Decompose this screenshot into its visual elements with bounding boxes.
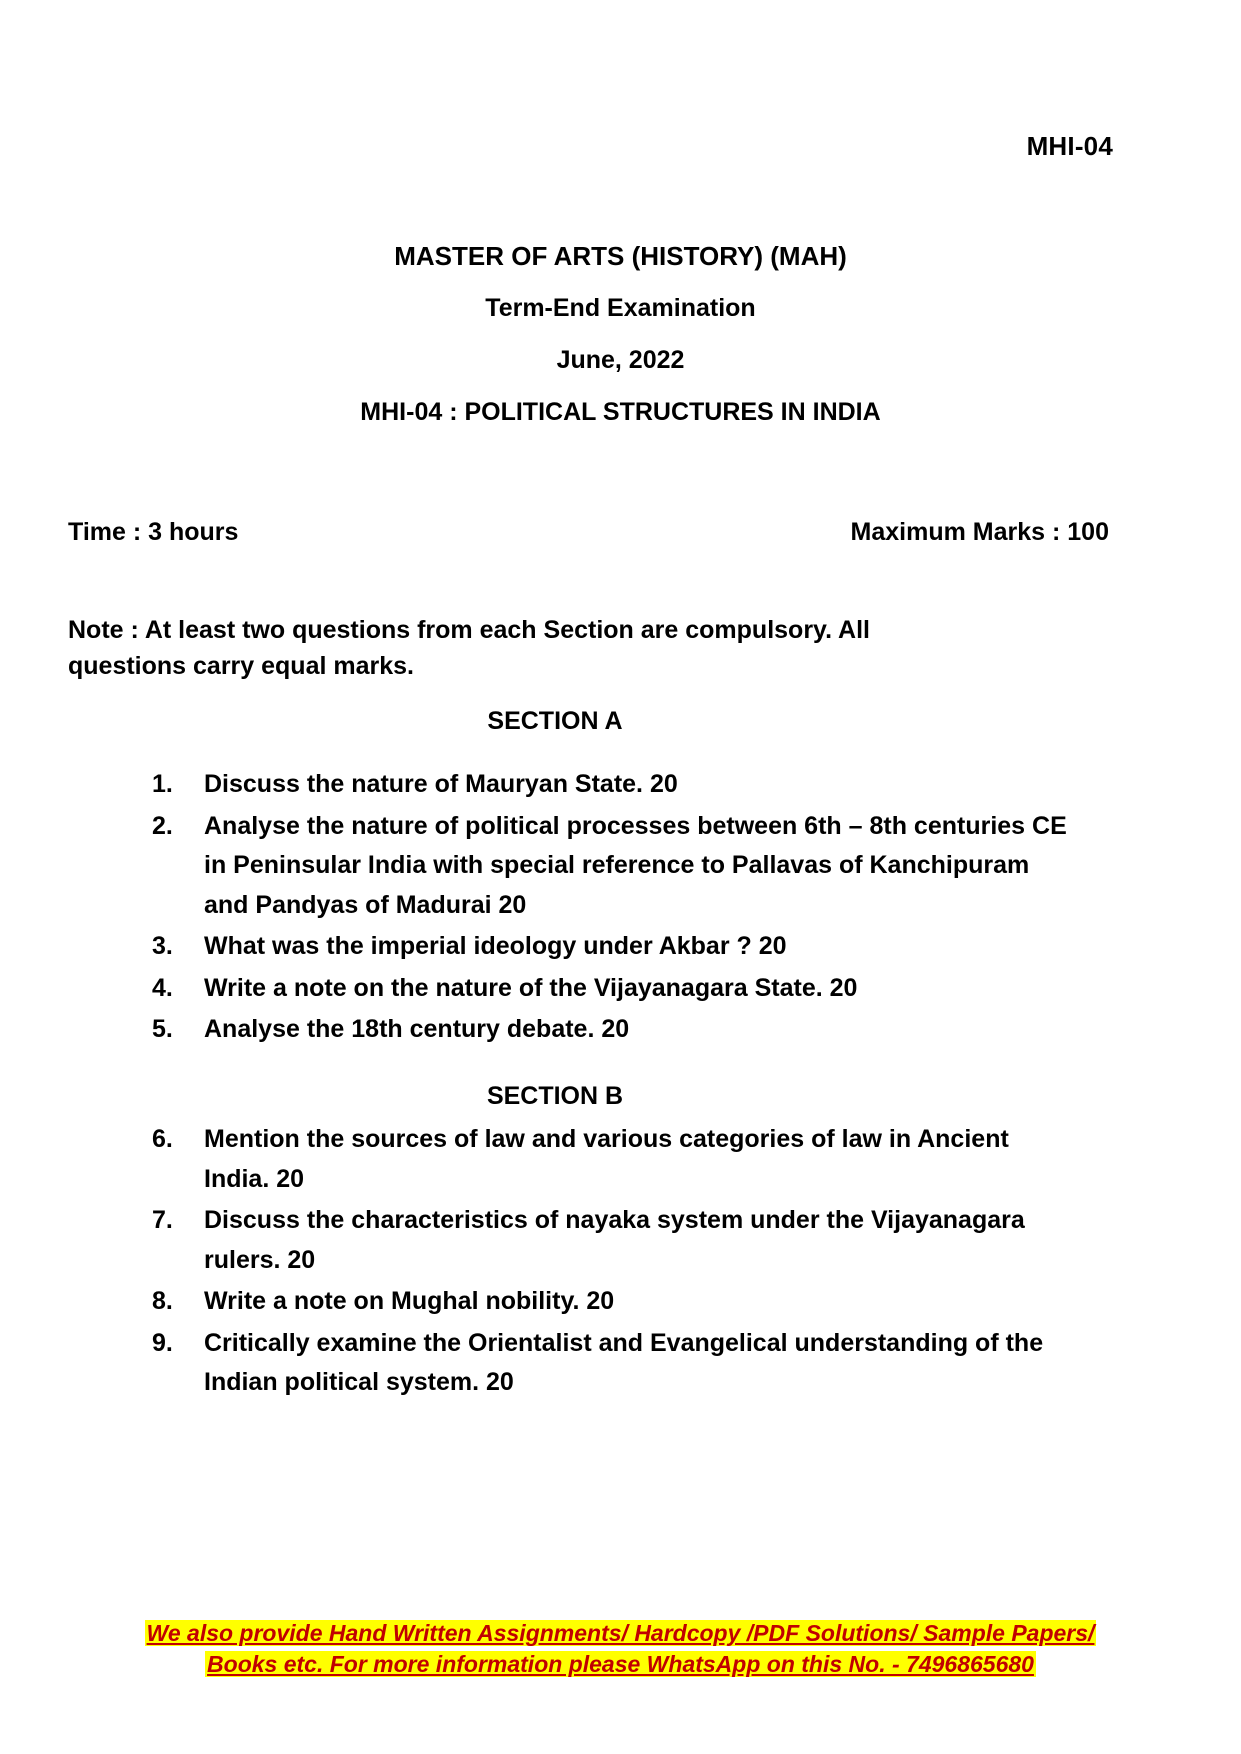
section-a-question-list [152, 765, 1072, 1052]
list-item [152, 1010, 1072, 1050]
footer-line-2 [0, 1649, 1241, 1680]
footer-line-2-text: Books etc. For more information please WhatsApp on this No. - 7496865680 [207, 1651, 1034, 1678]
list-item [152, 969, 1072, 1009]
list-item [152, 1324, 1072, 1403]
section-b-question-list [152, 1120, 1072, 1405]
promotional-footer-banner [0, 1618, 1241, 1680]
footer-line-1-text: We also provide Hand Written Assignments/ Hardcopy /PDF Solutions/ Sample Papers/ [146, 1620, 1095, 1646]
instructions-note: Note : At least two questions from each Section are compulsory. All questions carry equal marks. [68, 616, 871, 680]
question-text: Write a note on the nature of the Vijayanagara State. 20 [204, 973, 858, 1002]
list-item [152, 1120, 1072, 1199]
section-a-heading: SECTION A [487, 707, 623, 735]
question-number: 4. [152, 973, 173, 1002]
question-number: 9. [152, 1328, 173, 1357]
course-code: MHI-04 [1026, 131, 1113, 161]
paper-title: MHI-04 : POLITICAL STRUCTURES IN INDIA [360, 398, 881, 426]
list-item [152, 1282, 1072, 1322]
question-number: 1. [152, 770, 173, 798]
question-number: 2. [152, 811, 173, 840]
question-text: What was the imperial ideology under Akbar ? 20 [204, 932, 787, 960]
question-text: Discuss the characteristics of nayaka system under the Vijayanagara rulers. 20 [204, 1206, 1025, 1274]
exam-type: Term-End Examination [485, 294, 756, 322]
section-b-heading: SECTION B [486, 1082, 624, 1110]
question-number: 7. [152, 1206, 173, 1234]
list-item [152, 807, 1072, 926]
question-text: Discuss the nature of Mauryan State. 20 [204, 770, 678, 798]
question-text: Analyse the nature of political processes between 6th – 8th centuries CE in Peninsular India with special reference to Pallavas of Kanchipuram and Pandyas of Madurai 20 [204, 811, 1067, 919]
question-number: 5. [152, 1015, 173, 1043]
question-number: 6. [152, 1125, 173, 1153]
exam-session: June, 2022 [556, 346, 685, 374]
course-code-row [0, 131, 1241, 162]
maximum-marks: Maximum Marks : 100 [850, 518, 1109, 546]
title-block [0, 243, 1241, 425]
list-item [152, 927, 1072, 967]
list-item [152, 765, 1072, 805]
list-item [152, 1201, 1072, 1280]
question-number: 8. [152, 1287, 173, 1315]
question-text: Critically examine the Orientalist and Evangelical understanding of the Indian political system. 20 [204, 1328, 1044, 1396]
question-text: Write a note on Mughal nobility. 20 [204, 1287, 615, 1315]
exam-meta-row [68, 518, 1109, 547]
question-text: Mention the sources of law and various categories of law in Ancient India. 20 [204, 1125, 1009, 1193]
footer-line-1 [0, 1618, 1241, 1649]
question-number: 3. [152, 932, 173, 960]
question-text: Analyse the 18th century debate. 20 [204, 1015, 630, 1043]
programme-title: MASTER OF ARTS (HISTORY) (MAH) [394, 241, 847, 271]
time-allowed: Time : 3 hours [68, 518, 239, 546]
